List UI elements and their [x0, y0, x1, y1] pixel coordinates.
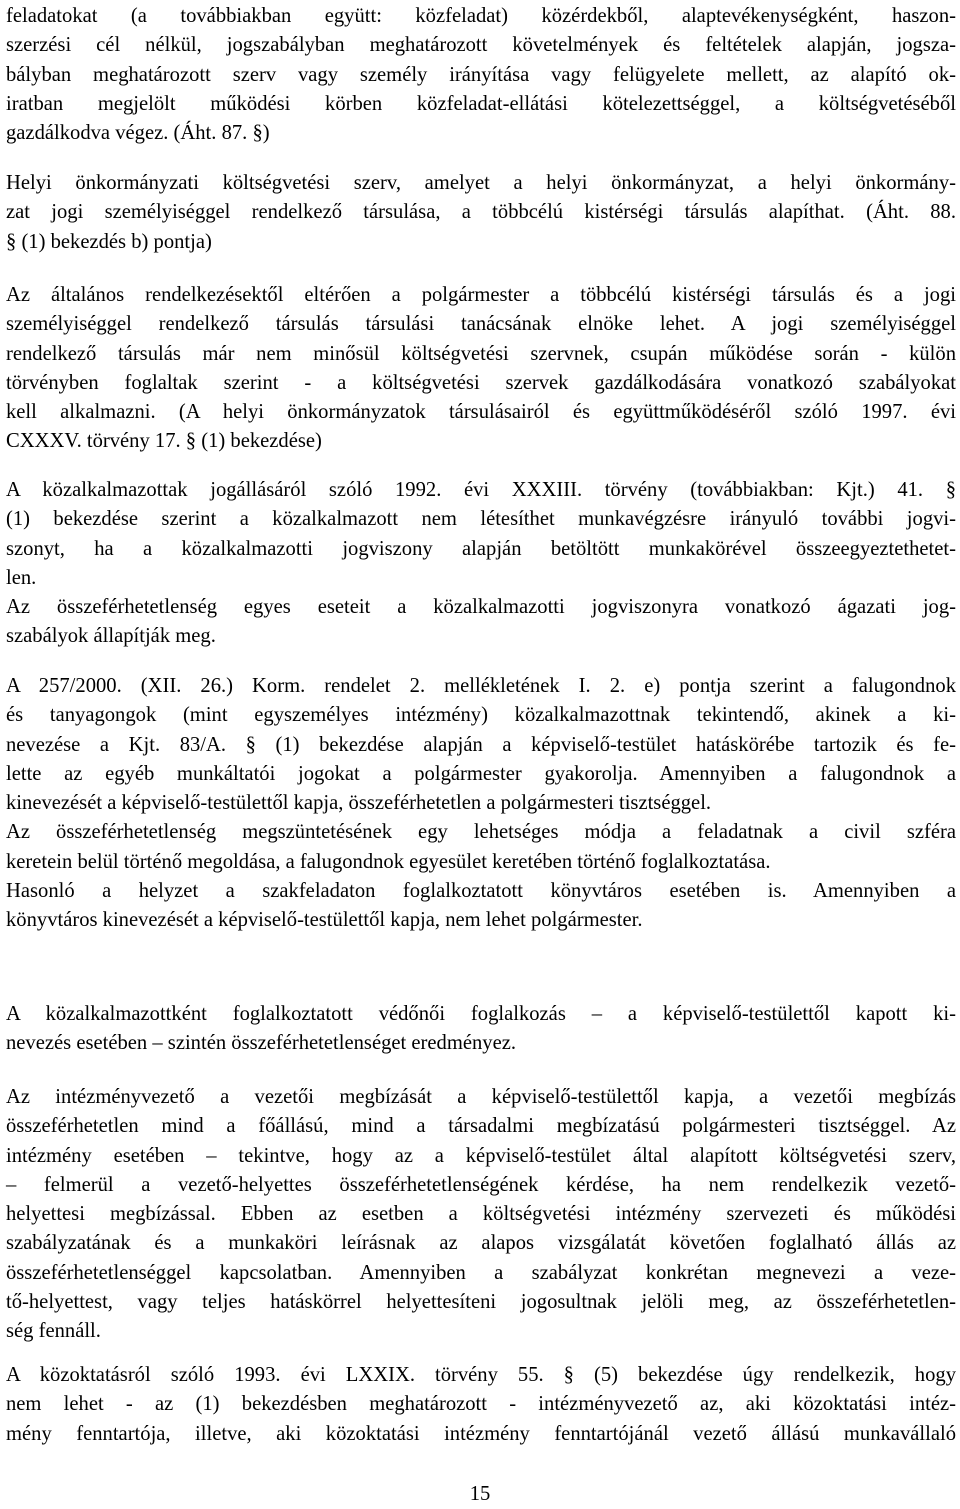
- text-line: len.: [6, 566, 37, 589]
- text-line: könyvtáros kinevezését a képviselő-testülettől kapja, nem lehet polgármester.: [6, 909, 643, 932]
- text-line: nevezése a Kjt. 83/A. § (1) bekezdése alapján a képviselő-testület hatáskörébe tartozik és fe-: [6, 733, 956, 756]
- text-line: – felmerül a vezető-helyettes összeférhetetlenségének kérdése, ha nem rendelkezik vezető-: [6, 1173, 956, 1196]
- text-line: A 257/2000. (XII. 26.) Korm. rendelet 2. mellékletének I. 2. e) pontja szerint a falugondnok: [6, 675, 956, 697]
- text-line: § (1) bekezdés b) pontja): [6, 230, 212, 253]
- paragraph-6: [6, 1000, 956, 1059]
- text-line: A közalkalmazottak jogállásáról szóló 1992. évi XXXIII. törvény (továbbiakban: Kjt.) 41. §: [6, 479, 956, 501]
- text-line: összeférhetetlenséggel kapcsolatban. Amennyiben a szabályzat konkrétan megnevezi a veze-: [6, 1261, 956, 1284]
- text-line: szonyt, ha a közalkalmazotti jogviszony alapján betöltött munkakörével összeegyeztethetet-: [6, 537, 956, 560]
- text-line: helyettesi megbízással. Ebben az esetben a költségvetési intézmény szervezeti és működési: [6, 1203, 956, 1226]
- text-line: személyiséggel rendelkező társulás társulási tanácsának elnöke lehet. A jogi személyiséggel: [6, 313, 956, 336]
- text-line: Az általános rendelkezésektől eltérően a polgármester a többcélú kistérségi társulás és a jogi: [6, 284, 956, 306]
- text-line: nem lehet - az (1) bekezdésben meghatározott - intézményvezető az, aki közoktatási intéz-: [6, 1393, 956, 1416]
- text-line: Az összeférhetetlenség megszüntetésének egy lehetséges módja a feladatnak a civil szféra: [6, 821, 956, 844]
- text-line: kell alkalmazni. (A helyi önkormányzatok társulásairól és együttműködéséről szóló 1997. évi: [6, 401, 956, 424]
- text-line: ség fennáll.: [6, 1320, 101, 1343]
- text-line: szerzési cél nélkül, jogszabályban meghatározott követelmények és feltételek alapján, jogsza-: [6, 34, 956, 57]
- text-line: iratban megjelölt működési körben közfeladat-ellátási kötelezettséggel, a költségvetéséből: [6, 92, 956, 115]
- text-line: Hasonló a helyzet a szakfeladaton foglalkoztatott könyvtáros esetében is. Amennyiben a: [6, 880, 956, 903]
- text-line: Az intézményvezető a vezetői megbízását a képviselő-testülettől kapja, a vezetői megbízás: [6, 1086, 956, 1108]
- paragraph-5: [6, 672, 956, 936]
- text-line: gazdálkodva végez. (Áht. 87. §): [6, 122, 270, 145]
- text-line: zat jogi személyiséggel rendelkező társulása, a többcélú kistérségi társulás alapíthat. (Áht. 88.: [6, 201, 956, 224]
- page-number: 15: [469, 1483, 491, 1505]
- text-line: és tanyagongok (mint egyszemélyes intézmény) közalkalmazottnak tekintendő, akinek a ki-: [6, 704, 956, 727]
- text-line: bályban meghatározott szerv vagy személy irányítása vagy felügyelete mellett, az alapító ok-: [6, 63, 956, 86]
- text-line: tő-helyettest, vagy teljes hatáskörrel helyettesíteni jogosultnak jelöli meg, az összeférhetetlen-: [6, 1291, 956, 1314]
- text-line: Az összeférhetetlenség egyes eseteit a közalkalmazotti jogviszonyra vonatkozó ágazati jog-: [6, 596, 956, 619]
- text-line: intézmény esetében – tekintve, hogy az a képviselő-testület által alapított költségvetési szerv,: [6, 1144, 956, 1167]
- text-line: feladatokat (a továbbiakban együtt: közfeladat) közérdekből, alaptevékenységként, haszon-: [6, 5, 956, 27]
- text-line: szabályzatának és a munkaköri leírásnak az alapos vizsgálatát követően foglalható állás az: [6, 1232, 956, 1255]
- paragraph-1: [6, 2, 956, 148]
- text-line: mény fenntartója, illetve, aki közoktatási intézmény fenntartójánál vezető állású munkavállaló: [6, 1422, 956, 1445]
- text-line: nevezés esetében – szintén összeférhetetlenséget eredményez.: [6, 1032, 517, 1055]
- text-line: (1) bekezdése szerint a közalkalmazott nem létesíthet munkavégzésre irányuló további jogvi-: [6, 508, 956, 531]
- text-line: szabályok állapítják meg.: [6, 625, 216, 648]
- paragraph-3: [6, 281, 956, 457]
- paragraph-2: [6, 169, 956, 257]
- paragraph-8: [6, 1361, 956, 1449]
- paragraph-7: [6, 1083, 956, 1347]
- text-line: kinevezését a képviselő-testülettől kapja, összeférhetetlen a polgármesteri tisztséggel.: [6, 792, 712, 815]
- text-line: összeférhetetlen mind a főállású, mind a társadalmi megbízatású polgármesteri tisztséggel. Az: [6, 1115, 956, 1138]
- text-line: keretein belül történő megoldása, a falugondnok egyesület keretében történő foglalkoztatása.: [6, 850, 771, 873]
- text-line: rendelkező társulás már nem minősül költségvetési szervnek, csupán működése során - külön: [6, 342, 956, 365]
- text-line: Helyi önkormányzati költségvetési szerv, amelyet a helyi önkormányzat, a helyi önkormány-: [6, 172, 956, 194]
- text-line: lette az egyéb munkáltatói jogokat a polgármester gyakorolja. Amennyiben a falugondnok a: [6, 762, 956, 785]
- text-line: CXXXV. törvény 17. § (1) bekezdése): [6, 430, 322, 453]
- text-line: törvényben foglaltak szerint - a költségvetési szervek gazdálkodására vonatkozó szabályokat: [6, 371, 956, 394]
- text-line: A közalkalmazottként foglalkoztatott védőnői foglalkozás – a képviselő-testülettől kapott ki-: [6, 1003, 956, 1025]
- text-line: A közoktatásról szóló 1993. évi LXXIX. törvény 55. § (5) bekezdése úgy rendelkezik, hogy: [6, 1364, 956, 1386]
- paragraph-4: [6, 476, 956, 652]
